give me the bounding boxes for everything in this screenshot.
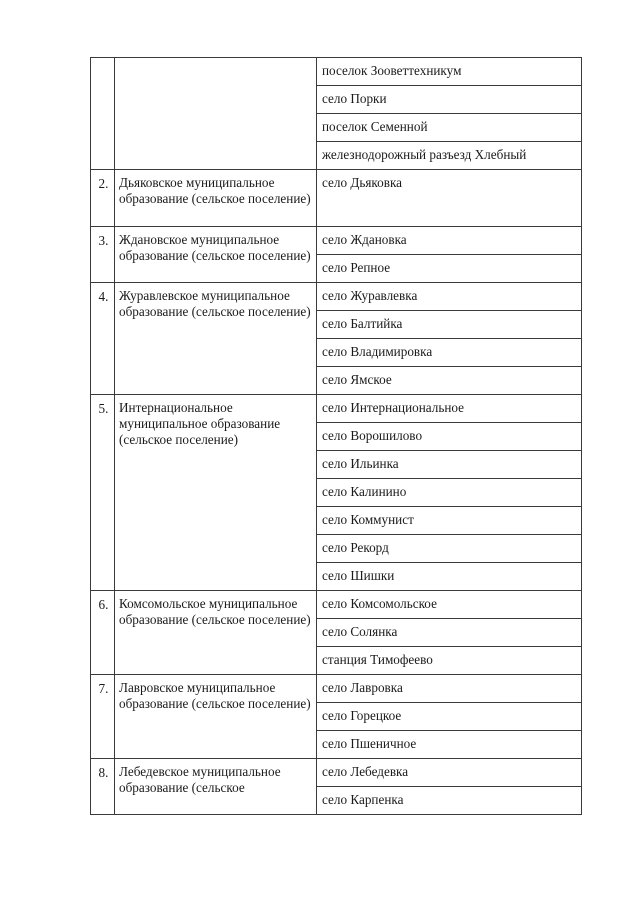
municipality-name: Комсомольское муниципальное образование (сельское поселение) [119,596,311,627]
settlement-cell [317,255,582,283]
row-number: 7. [98,681,109,696]
municipality-name [115,58,316,63]
settlement-name: железнодорожный разъезд Хлебный [322,147,527,162]
municipality-cell [115,170,317,227]
settlement-cell [317,619,582,647]
settlement-name: село Комсомольское [322,596,437,611]
settlement-name: село Калинино [322,484,407,499]
settlement-name: село Ворошилово [322,428,423,443]
settlement-cell [317,451,582,479]
table-row [91,675,582,703]
row-number: 8. [98,765,109,780]
settlement-cell [317,535,582,563]
settlement-name: станция Тимофеево [322,652,433,667]
municipality-name: Интернациональное муниципальное образование (сельское поселение) [119,400,281,447]
settlement-name: село Ильинка [322,456,399,471]
table-row [91,395,582,423]
municipality-cell [115,227,317,283]
settlement-cell [317,731,582,759]
settlement-name: село Владимировка [322,344,433,359]
settlement-name: село Пшеничное [322,736,417,751]
settlement-cell [317,479,582,507]
settlement-name: село Шишки [322,568,395,583]
settlement-cell [317,311,582,339]
table-row [91,170,582,227]
row-number-cell [91,395,115,591]
settlement-cell [317,227,582,255]
row-number-cell [91,675,115,759]
row-number: 6. [98,597,109,612]
table-row [91,227,582,255]
table-row [91,591,582,619]
row-number: 3. [98,233,109,248]
settlement-name: село Рекорд [322,540,389,555]
settlement-cell [317,170,582,227]
settlement-name: село Балтийка [322,316,403,331]
table-row [91,759,582,787]
settlement-cell [317,591,582,619]
settlement-cell [317,423,582,451]
settlement-cell [317,142,582,170]
settlement-cell [317,395,582,423]
row-number-cell [91,759,115,815]
settlement-cell [317,507,582,535]
settlement-cell [317,787,582,815]
municipality-cell [115,759,317,815]
row-number: 5. [98,401,109,416]
settlement-name: село Ямское [322,372,392,387]
settlement-name: село Лебедевка [322,764,409,779]
row-number-cell [91,58,115,170]
settlement-cell [317,759,582,787]
municipality-name: Лебедевское муниципальное образование (сельское [119,764,281,795]
settlement-name: село Интернациональное [322,400,465,415]
settlement-name: село Журавлевка [322,288,418,303]
settlement-name: село Горецкое [322,708,402,723]
settlement-name: село Порки [322,91,387,106]
settlement-name: село Лавровка [322,680,403,695]
settlement-cell [317,114,582,142]
settlement-cell [317,563,582,591]
municipality-name: Журавлевское муниципальное образование (сельское поселение) [119,288,311,319]
municipality-cell [115,395,317,591]
row-number-cell [91,283,115,395]
settlements-table [90,57,582,815]
municipality-cell [115,58,317,170]
municipality-cell [115,283,317,395]
settlement-cell [317,283,582,311]
municipality-cell [115,675,317,759]
settlement-cell [317,647,582,675]
row-number: 2. [98,176,109,191]
settlement-name: поселок Зооветтехникум [322,63,462,78]
settlement-name: село Ждановка [322,232,407,247]
settlement-name: поселок Семенной [322,119,428,134]
settlement-cell [317,367,582,395]
municipality-name: Ждановское муниципальное образование (сельское поселение) [119,232,311,263]
settlement-name: село Солянка [322,624,398,639]
row-number: 4. [98,289,109,304]
table-row [91,58,582,86]
settlement-cell [317,703,582,731]
row-number [91,58,114,64]
row-number-cell [91,170,115,227]
settlement-cell [317,58,582,86]
settlement-name: село Репное [322,260,391,275]
settlement-cell [317,675,582,703]
settlement-name: село Дьяковка [322,175,403,190]
row-number-cell [91,227,115,283]
municipality-name: Лавровское муниципальное образование (сельское поселение) [119,680,311,711]
settlement-name: село Карпенка [322,792,404,807]
municipality-cell [115,591,317,675]
row-number-cell [91,591,115,675]
table-row [91,283,582,311]
settlement-name: село Коммунист [322,512,414,527]
settlement-cell [317,339,582,367]
settlements-table-body [91,58,582,815]
settlement-cell [317,86,582,114]
municipality-name: Дьяковское муниципальное образование (сельское поселение) [119,175,311,206]
